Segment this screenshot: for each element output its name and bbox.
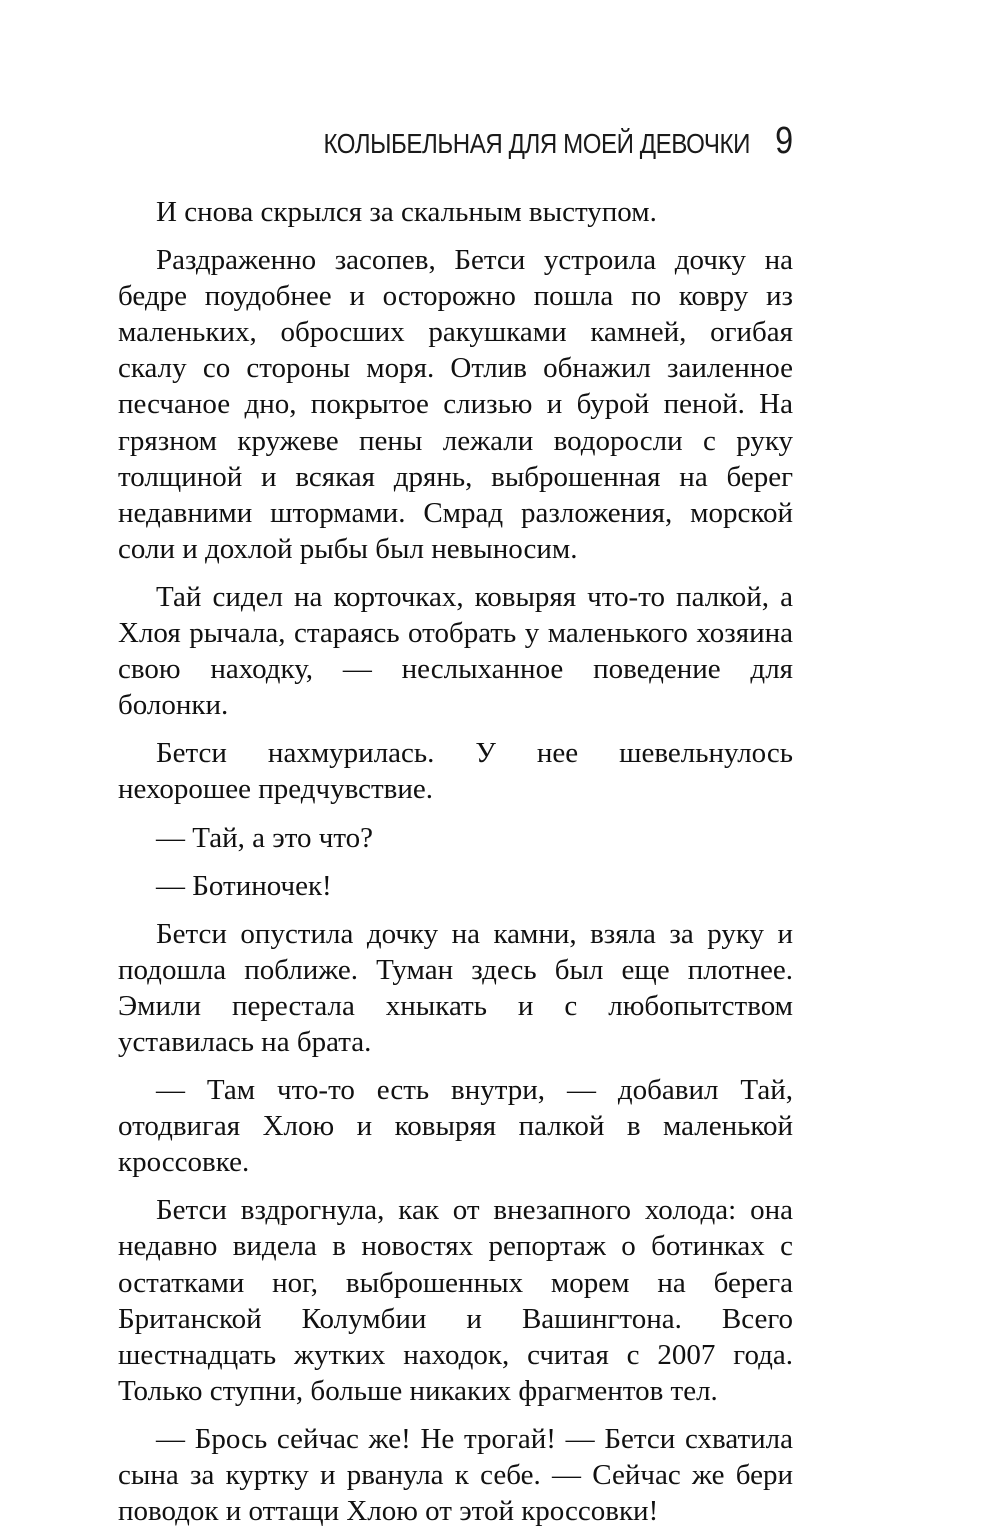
paragraph: — Брось сейчас же! Не трогай! — Бетси схватила сына за куртку и рванула к себе. — Сейчас же бери поводок и оттащи Хлою от этой кроссовки! (118, 1422, 793, 1528)
book-page (118, 120, 793, 1529)
paragraph: Тай сидел на корточках, ковыряя что-то палкой, а Хлоя рычала, стараясь отобрать у маленького хозяина свою находку, — неслыханное поведение для болонки. (118, 580, 793, 722)
paragraph: И снова скрылся за скальным выступом. (156, 196, 657, 228)
paragraph: Раздраженно засопев, Бетси устроила дочку на бедре поудобнее и осторожно пошла по ковру из маленьких, обросших ракушками камней, огибая скалу со стороны моря. Отлив обнажил заиленное песчаное дно, покрытое слизью и бурой пеной. На грязном кружеве пены лежали водоросли с руку толщиной и всякая дрянь, выброшенная на берег недавними штормами. Смрад разложения, морской соли и дохлой рыбы был невыносим. (118, 244, 793, 565)
body-text (118, 194, 793, 1529)
paragraph: Бетси опустила дочку на камни, взяла за руку и подошла поближе. Туман здесь был еще плотнее. Эмили перестала хныкать и с любопытством уставилась на брата. (118, 917, 793, 1058)
running-head (118, 120, 793, 180)
running-title: КОЛЫБЕЛЬНАЯ ДЛЯ МОЕЙ ДЕВОЧКИ (323, 128, 750, 159)
paragraph: — Ботиночек! (156, 869, 332, 902)
page-number: 9 (775, 120, 793, 162)
paragraph: Бетси вздрогнула, как от внезапного холода: она недавно видела в новостях репортаж о ботинках с остатками ног, выброшенных морем на берега Британской Колумбии и Вашингтона. Всего шестнадцать жутких находок, считая с 2007 года. Только ступни, больше никаких фрагментов тел. (118, 1194, 793, 1407)
paragraph: — Там что-то есть внутри, — добавил Тай, отодвигая Хлою и ковыряя палкой в маленькой кроссовке. (118, 1074, 793, 1179)
paragraph: — Тай, а это что? (156, 821, 373, 854)
paragraph: Бетси нахмурилась. У нее шевельнулось нехорошее предчувствие. (118, 737, 793, 806)
